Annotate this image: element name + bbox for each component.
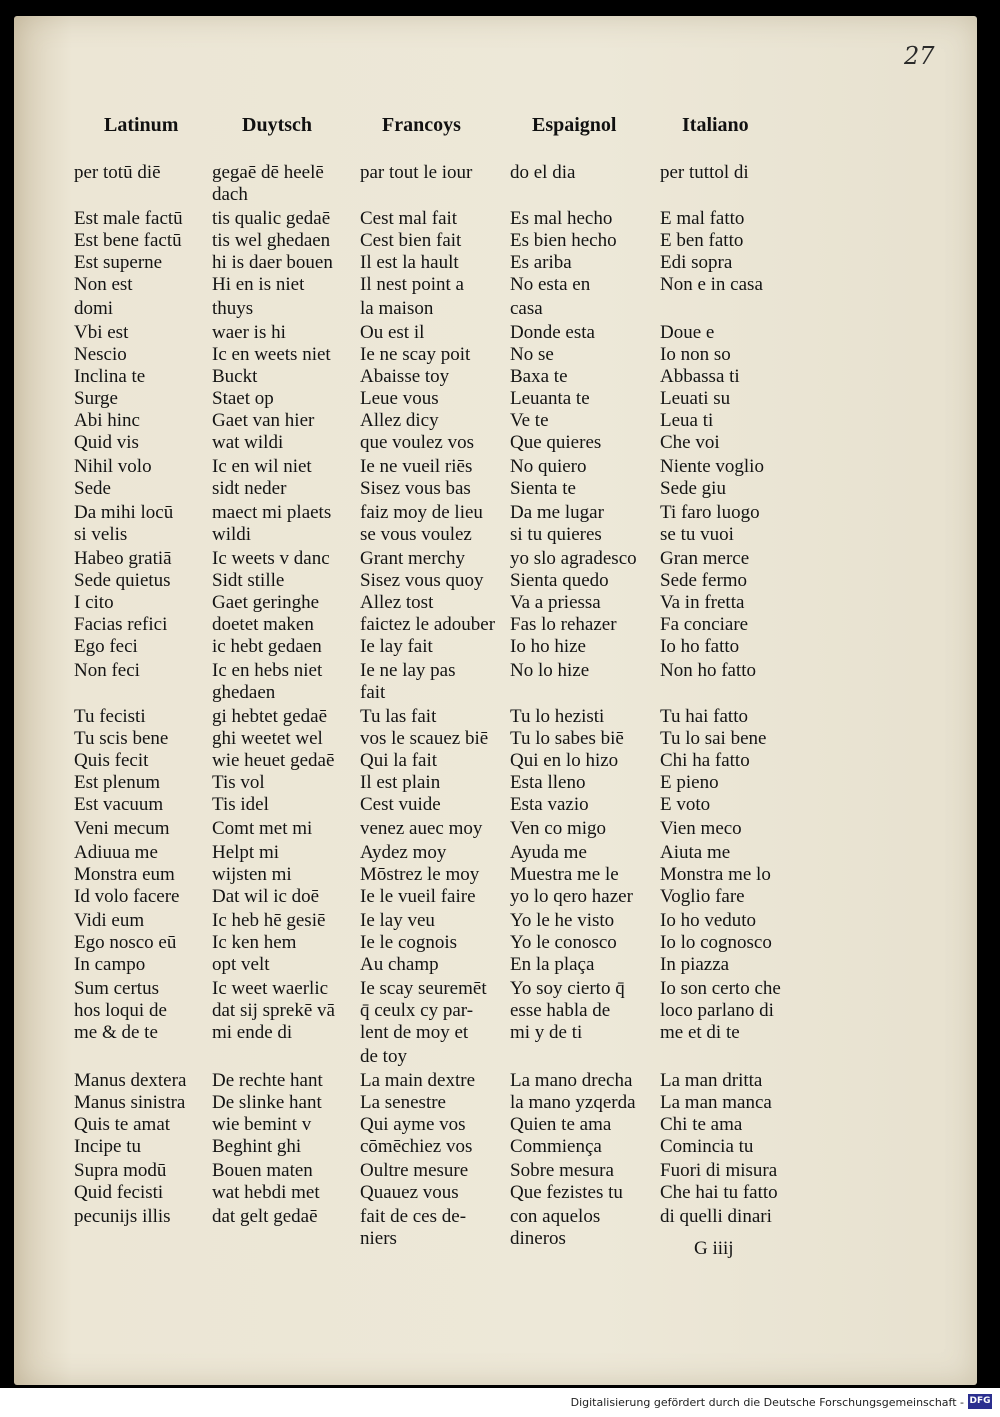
- table-cell: Facias refici: [74, 614, 168, 635]
- table-cell: Yo soy cierto q̄: [510, 978, 625, 999]
- table-cell: me et di te: [660, 1022, 740, 1043]
- table-cell: E ben fatto: [660, 230, 744, 251]
- table-cell: E voto: [660, 794, 711, 815]
- table-cell: Io non so: [660, 344, 731, 365]
- table-cell: venez auec moy: [360, 818, 483, 839]
- table-cell: Ie ne scay poit: [360, 344, 471, 365]
- table-cell: Qui la fait: [360, 750, 438, 771]
- table-cell: Grant merchy: [360, 548, 465, 569]
- table-cell: Io lo cognosco: [660, 932, 772, 953]
- table-cell: Leue vous: [360, 388, 439, 409]
- table-cell: Tu lo hezisti: [510, 706, 605, 727]
- table-cell: Dat wil ic doē: [212, 886, 320, 907]
- table-cell: la mano yzqerda: [510, 1092, 636, 1113]
- table-cell: thuys: [212, 298, 254, 319]
- table-cell: Il nest point a: [360, 274, 464, 295]
- table-cell: Sidt stille: [212, 570, 285, 591]
- table-cell: Da me lugar: [510, 502, 604, 523]
- table-cell: La man manca: [660, 1092, 772, 1113]
- table-cell: mi ende di: [212, 1022, 293, 1043]
- table-cell: Qui en lo hizo: [510, 750, 619, 771]
- table-cell: Ven co migo: [510, 818, 607, 839]
- table-cell: I cito: [74, 592, 114, 613]
- table-cell: Sisez vous bas: [360, 478, 471, 499]
- table-cell: Veni mecum: [74, 818, 170, 839]
- table-cell: Esta lleno: [510, 772, 586, 793]
- table-cell: Comt met mi: [212, 818, 313, 839]
- table-cell: Esta vazio: [510, 794, 589, 815]
- column-header-dutch: Duytsch: [242, 114, 313, 136]
- table-cell: Buckt: [212, 366, 258, 387]
- column-header-french: Francoys: [382, 114, 461, 136]
- table-cell: Aydez moy: [360, 842, 447, 863]
- table-cell: Nihil volo: [74, 456, 152, 477]
- table-cell: Fas lo rehazer: [510, 614, 617, 635]
- table-cell: Quid vis: [74, 432, 139, 453]
- table-cell: si tu quieres: [510, 524, 602, 545]
- table-cell: hi is daer bouen: [212, 252, 333, 273]
- table-cell: Quis te amat: [74, 1114, 171, 1135]
- table-cell: wie bemint v: [212, 1114, 312, 1135]
- table-cell: Allez dicy: [360, 410, 439, 431]
- table-cell: Cest mal fait: [360, 208, 458, 229]
- table-cell: Ic weets v danc: [212, 548, 330, 569]
- table-cell: Mōstrez le moy: [360, 864, 480, 885]
- table-cell: Staet op: [212, 388, 274, 409]
- table-cell: Comincia tu: [660, 1136, 754, 1157]
- table-cell: Doue e: [660, 322, 715, 343]
- table-cell: dat sij sprekē vā: [212, 1000, 335, 1021]
- table-cell: wijsten mi: [212, 864, 292, 885]
- table-cell: Chi ha fatto: [660, 750, 750, 771]
- table-cell: Ic weet waerlic: [212, 978, 329, 999]
- table-cell: De rechte hant: [212, 1070, 323, 1091]
- table-cell: yo lo qero hazer: [510, 886, 633, 907]
- table-cell: yo slo agradesco: [510, 548, 637, 569]
- table-cell: Il est la hault: [360, 252, 459, 273]
- table-cell: Helpt mi: [212, 842, 280, 863]
- table-cell: Muestra me le: [510, 864, 619, 885]
- table-cell: gegaē dē heelē: [212, 162, 324, 183]
- table-cell: faiz moy de lieu: [360, 502, 483, 523]
- table-cell: Non est: [74, 274, 133, 295]
- table-cell: Ie ne vueil riēs: [360, 456, 473, 477]
- table-cell: Ayuda me: [510, 842, 587, 863]
- table-cell: q̄ ceulx cy par-: [360, 1000, 474, 1021]
- table-cell: La main dextre: [360, 1070, 476, 1091]
- table-cell: Est plenum: [74, 772, 161, 793]
- table-cell: Io ho hize: [510, 636, 586, 657]
- table-cell: Id volo facere: [74, 886, 180, 907]
- table-cell: Aiuta me: [660, 842, 731, 863]
- table-cell: sidt neder: [212, 478, 287, 499]
- table-cell: Inclina te: [74, 366, 146, 387]
- book-page: [14, 16, 977, 1385]
- table-cell: Est bene factū: [74, 230, 182, 251]
- table-cell: faictez le adouber: [360, 614, 496, 635]
- table-cell: me & de te: [74, 1022, 158, 1043]
- table-cell: fait de ces de-: [360, 1206, 467, 1227]
- table-cell: Beghint ghi: [212, 1136, 302, 1157]
- table-cell: maect mi plaets: [212, 502, 332, 523]
- table-cell: Est superne: [74, 252, 163, 273]
- table-cell: Leuati su: [660, 388, 731, 409]
- table-cell: hos loqui de: [74, 1000, 167, 1021]
- table-cell: Leua ti: [660, 410, 714, 431]
- table-cell: Manus dextera: [74, 1070, 187, 1091]
- table-cell: Es ariba: [510, 252, 572, 273]
- table-cell: Ie le cognois: [360, 932, 458, 953]
- table-cell: cōmēchiez vos: [360, 1136, 473, 1157]
- table-cell: Non ho fatto: [660, 660, 757, 681]
- table-cell: que voulez vos: [360, 432, 474, 453]
- table-cell: Manus sinistra: [74, 1092, 186, 1113]
- table-cell: Chi te ama: [660, 1114, 743, 1135]
- table-cell: ghi weetet wel: [212, 728, 323, 749]
- folio-number: 27: [904, 42, 935, 70]
- table-cell: la maison: [360, 298, 434, 319]
- table-cell: Tu lo sabes biē: [510, 728, 624, 749]
- table-cell: No quiero: [510, 456, 587, 477]
- table-cell: Ego feci: [74, 636, 138, 657]
- table-cell: Baxa te: [510, 366, 568, 387]
- table-cell: Ie scay seuremēt: [360, 978, 487, 999]
- table-cell: Bouen maten: [212, 1160, 313, 1181]
- table-cell: Yo le he visto: [510, 910, 615, 931]
- table-cell: Ic en wil niet: [212, 456, 312, 477]
- table-cell: Va in fretta: [660, 592, 745, 613]
- table-cell: Est male factū: [74, 208, 183, 229]
- table-cell: lent de moy et: [360, 1022, 469, 1043]
- table-cell: opt velt: [212, 954, 270, 975]
- table-cell: per tuttol di: [660, 162, 749, 183]
- table-cell: Surge: [74, 388, 118, 409]
- table-cell: Ou est il: [360, 322, 425, 343]
- table-cell: Da mihi locū: [74, 502, 174, 523]
- table-cell: per totū diē: [74, 162, 161, 183]
- table-cell: pecunijs illis: [74, 1206, 171, 1227]
- table-cell: Voglio fare: [660, 886, 745, 907]
- table-cell: wat wildi: [212, 432, 284, 453]
- table-cell: esse habla de: [510, 1000, 611, 1021]
- table-cell: mi y de ti: [510, 1022, 583, 1043]
- table-cell: dat gelt gedaē: [212, 1206, 318, 1227]
- table-cell: Che voi: [660, 432, 720, 453]
- table-cell: Est vacuum: [74, 794, 164, 815]
- table-cell: si velis: [74, 524, 128, 545]
- table-cell: Sede giu: [660, 478, 726, 499]
- table-cell: La man dritta: [660, 1070, 763, 1091]
- funding-credit: Digitalisierung gefördert durch die Deutsche Forschungsgemeinschaft -: [570, 1396, 964, 1409]
- table-cell: Que quieres: [510, 432, 602, 453]
- table-cell: In piazza: [660, 954, 730, 975]
- table-cell: La senestre: [360, 1092, 446, 1113]
- table-cell: Abaisse toy: [360, 366, 450, 387]
- table-cell: Vidi eum: [74, 910, 145, 931]
- table-cell: Quis fecit: [74, 750, 149, 771]
- table-cell: Fuori di misura: [660, 1160, 778, 1181]
- table-cell: tis wel ghedaen: [212, 230, 331, 251]
- table-cell: Ti faro luogo: [660, 502, 760, 523]
- table-cell: Sienta quedo: [510, 570, 609, 591]
- signature-mark: G iiij: [694, 1238, 734, 1259]
- table-cell: Non feci: [74, 660, 140, 681]
- table-cell: Il est plain: [360, 772, 441, 793]
- table-cell: Incipe tu: [74, 1136, 142, 1157]
- table-cell: par tout le iour: [360, 162, 473, 183]
- table-cell: Qui ayme vos: [360, 1114, 466, 1135]
- table-cell: Tu hai fatto: [660, 706, 748, 727]
- table-cell: wildi: [212, 524, 252, 545]
- table-cell: Fa conciare: [660, 614, 749, 635]
- table-cell: wat hebdi met: [212, 1182, 320, 1203]
- table-cell: De slinke hant: [212, 1092, 322, 1113]
- table-cell: vos le scauez biē: [360, 728, 489, 749]
- table-cell: Commiença: [510, 1136, 602, 1157]
- dfg-logo-icon: DFG: [968, 1394, 992, 1409]
- table-cell: loco parlano di: [660, 1000, 774, 1021]
- column-header-italian: Italiano: [682, 114, 749, 136]
- table-cell: Es bien hecho: [510, 230, 617, 251]
- table-cell: Donde esta: [510, 322, 595, 343]
- table-cell: Che hai tu fatto: [660, 1182, 778, 1203]
- table-cell: Adiuua me: [74, 842, 158, 863]
- table-cell: do el dia: [510, 162, 576, 183]
- table-cell: Abbassa ti: [660, 366, 740, 387]
- table-cell: Io son certo che: [660, 978, 781, 999]
- table-cell: gi hebtet gedaē: [212, 706, 328, 727]
- table-cell: En la plaça: [510, 954, 595, 975]
- table-cell: Cest bien fait: [360, 230, 462, 251]
- table-cell: Supra modū: [74, 1160, 167, 1181]
- column-header-spanish: Espaignol: [532, 114, 617, 136]
- table-cell: No lo hize: [510, 660, 590, 681]
- table-cell: Ic ken hem: [212, 932, 297, 953]
- table-cell: Non e in casa: [660, 274, 763, 295]
- table-cell: Tu lo sai bene: [660, 728, 767, 749]
- table-cell: di quelli dinari: [660, 1206, 772, 1227]
- table-cell: Allez tost: [360, 592, 434, 613]
- table-cell: No esta en: [510, 274, 591, 295]
- table-cell: Vbi est: [74, 322, 129, 343]
- table-cell: E pieno: [660, 772, 719, 793]
- table-cell: Ie lay veu: [360, 910, 435, 931]
- table-cell: Cest vuide: [360, 794, 441, 815]
- table-cell: Ic en hebs niet: [212, 660, 323, 681]
- table-cell: Abi hinc: [74, 410, 140, 431]
- table-cell: Sede: [74, 478, 111, 499]
- table-cell: Vien meco: [660, 818, 742, 839]
- table-cell: Que fezistes tu: [510, 1182, 623, 1203]
- table-cell: Sisez vous quoy: [360, 570, 484, 591]
- table-cell: Quauez vous: [360, 1182, 459, 1203]
- table-cell: Quien te ama: [510, 1114, 612, 1135]
- table-cell: ghedaen: [212, 682, 276, 703]
- table-cell: Quid fecisti: [74, 1182, 164, 1203]
- table-cell: se tu vuoi: [660, 524, 734, 545]
- table-cell: Sede fermo: [660, 570, 748, 591]
- table-cell: Ve te: [510, 410, 549, 431]
- table-cell: Habeo gratiā: [74, 548, 172, 569]
- table-cell: Sede quietus: [74, 570, 171, 591]
- table-cell: Gran merce: [660, 548, 750, 569]
- table-cell: Monstra me lo: [660, 864, 771, 885]
- table-cell: dineros: [510, 1228, 566, 1249]
- table-cell: doetet maken: [212, 614, 314, 635]
- table-cell: Ic en weets niet: [212, 344, 331, 365]
- table-cell: No se: [510, 344, 554, 365]
- table-cell: Sum certus: [74, 978, 159, 999]
- table-cell: Edi sopra: [660, 252, 733, 273]
- table-cell: Gaet van hier: [212, 410, 315, 431]
- table-cell: casa: [510, 298, 543, 319]
- column-header-latin: Latinum: [104, 114, 179, 136]
- table-cell: de toy: [360, 1046, 407, 1067]
- table-cell: Yo le conosco: [510, 932, 617, 953]
- table-cell: waer is hi: [212, 322, 286, 343]
- table-cell: Ie le vueil faire: [360, 886, 476, 907]
- table-cell: Monstra eum: [74, 864, 175, 885]
- table-cell: Tu scis bene: [74, 728, 169, 749]
- table-cell: Au champ: [360, 954, 439, 975]
- table-cell: Gaet geringhe: [212, 592, 320, 613]
- table-cell: Niente voglio: [660, 456, 764, 477]
- table-cell: Io ho veduto: [660, 910, 757, 931]
- table-cell: Sobre mesura: [510, 1160, 614, 1181]
- table-cell: Tu fecisti: [74, 706, 146, 727]
- table-cell: Es mal hecho: [510, 208, 613, 229]
- table-cell: con aquelos: [510, 1206, 601, 1227]
- table-cell: se vous voulez: [360, 524, 472, 545]
- table-cell: Hi en is niet: [212, 274, 305, 295]
- table-cell: Tis idel: [212, 794, 269, 815]
- table-cell: Va a priessa: [510, 592, 601, 613]
- table-cell: ic hebt gedaen: [212, 636, 322, 657]
- table-cell: niers: [360, 1228, 397, 1249]
- table-cell: La mano drecha: [510, 1070, 633, 1091]
- table-cell: Sienta te: [510, 478, 576, 499]
- table-cell: Ie ne lay pas: [360, 660, 456, 681]
- table-cell: domi: [74, 298, 114, 319]
- table-cell: Oultre mesure: [360, 1160, 469, 1181]
- table-cell: tis qualic gedaē: [212, 208, 331, 229]
- table-cell: dach: [212, 184, 248, 205]
- digitization-footer: [0, 1388, 1000, 1417]
- table-cell: Leuanta te: [510, 388, 590, 409]
- table-cell: fait: [360, 682, 386, 703]
- table-cell: wie heuet gedaē: [212, 750, 335, 771]
- table-cell: In campo: [74, 954, 146, 975]
- table-cell: Ie lay fait: [360, 636, 433, 657]
- table-cell: Ego nosco eū: [74, 932, 177, 953]
- table-cell: E mal fatto: [660, 208, 745, 229]
- table-cell: Ic heb hē gesiē: [212, 910, 326, 931]
- table-cell: Tu las fait: [360, 706, 437, 727]
- table-cell: Nescio: [74, 344, 127, 365]
- table-cell: Io ho fatto: [660, 636, 740, 657]
- table-cell: Tis vol: [212, 772, 265, 793]
